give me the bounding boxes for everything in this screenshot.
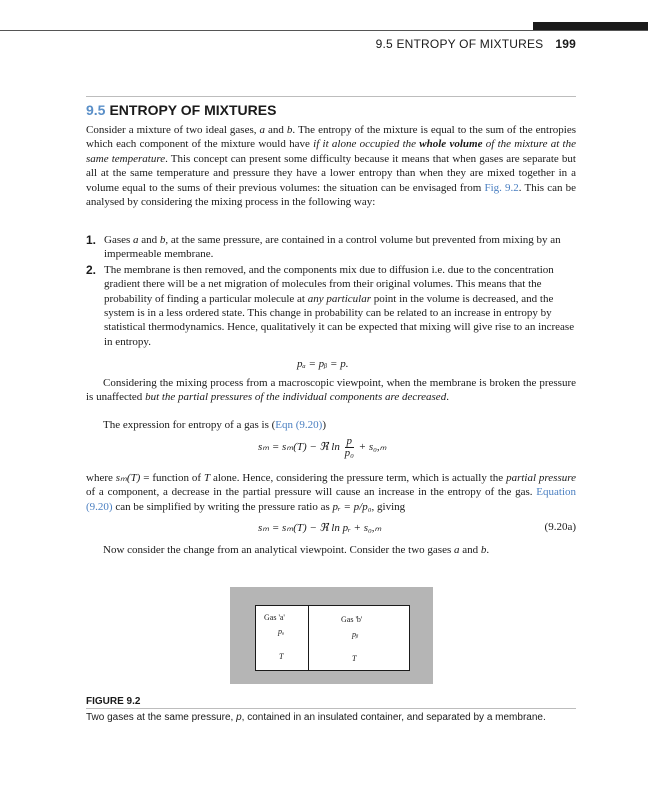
membrane [308,606,309,670]
gas-b-temperature: T [352,654,357,663]
running-head [376,37,576,51]
figure-title: FIGURE 9.2 [86,696,141,707]
section-heading [86,102,276,118]
equation-9-20a: sₘ = sₘ(T) − ℜ ln pᵣ + s₀,ₘ [258,522,382,534]
section-rule [86,96,576,97]
paragraph-macroscopic: Considering the mixing process from a macroscopic viewpoint, when the membrane is broken the pressure is unaffected but the partial pressures of the individual components are decreased. [86,377,576,404]
gas-a-label: Gas 'a' [264,613,285,622]
page-number: 199 [555,37,576,51]
paragraph-analytical: Now consider the change from an analytical viewpoint. Consider the two gases a and b. [103,544,490,556]
fig-9-2-link[interactable]: Fig. 9.2 [484,181,519,194]
list-item: 2. The membrane is then removed, and the components mix due to diffusion i.e. due to the concentration gradient there will be a net migration of molecules from their original volumes. This means that the probability of finding a particular molecule at any particular point in the volume is decreased, and the system is in a less ordered state. This change in probability can be related to an increase in entropy by statistical thermodynamics. Hence, qualitatively it can be expected that mixing will give rise to an increase in entropy. [86,262,575,348]
insulated-container [230,587,433,684]
equation-entropy: sₘ = sₘ(T) − ℜ ln $\frac{p}{\text{p₀}}$ + s₀,ₘ [258,435,387,459]
header-rule [0,30,648,31]
list-item: 1. Gases a and b, at the same pressure, are contained in a control volume but prevented from mixing by an impermeable membrane. [86,233,561,261]
gas-a-pressure: pₐ [278,627,285,636]
figure-rule [86,708,576,709]
gas-b-pressure: pᵦ [352,630,359,639]
container-interior [255,605,410,671]
equation-9-20-link[interactable]: Equation (9.20) [86,486,576,513]
paragraph-expression: The expression for entropy of a gas is (Eqn (9.20)) [103,419,327,431]
paragraph-partial-pressure: where sₘ(T) = function of T alone. Hence, considering the pressure term, which is actually the partial pressure of a component, a decrease in the partial pressure will cause an increase in the entropy of the gas. Equation (9.20) can be simplified by writing the pressure ratio as pᵣ = p/p₀, giving [86,472,576,513]
section-title: ENTROPY OF MIXTURES [109,102,277,118]
figure-caption: Two gases at the same pressure, p, contained in an insulated container, and separated by a membrane. [86,712,546,723]
gas-b-label: Gas 'b' [341,615,363,624]
paragraph-intro: Consider a mixture of two ideal gases, a and b. The entropy of the mixture is equal to the sum of the entropies which each component of the mixture would have if it alone occupied the whole volume of the mixture at the same temperature. This concept can present some difficulty because it means that when gases are separate but all at the same temperature and pressure they have a lower entropy than when they are mixed together in a volume equal to the sums of their previous volumes: the situation can be envisaged from Fig. 9.2. This can be analysed by considering the mixing process in the following way: [86,124,576,209]
running-title: 9.5 ENTROPY OF MIXTURES [375,37,544,51]
equation-pressure: pₐ = pᵦ = p. [297,358,349,370]
eqn-9-20-link[interactable]: Eqn (9.20) [275,419,323,431]
fraction-p-p0: $\frac{p}{\text{p₀}}$ [344,435,354,459]
section-number: 9.5 [86,102,106,118]
equation-number: (9.20a) [544,521,576,533]
mixing-steps-list [86,233,576,350]
gas-a-temperature: T [279,652,284,661]
